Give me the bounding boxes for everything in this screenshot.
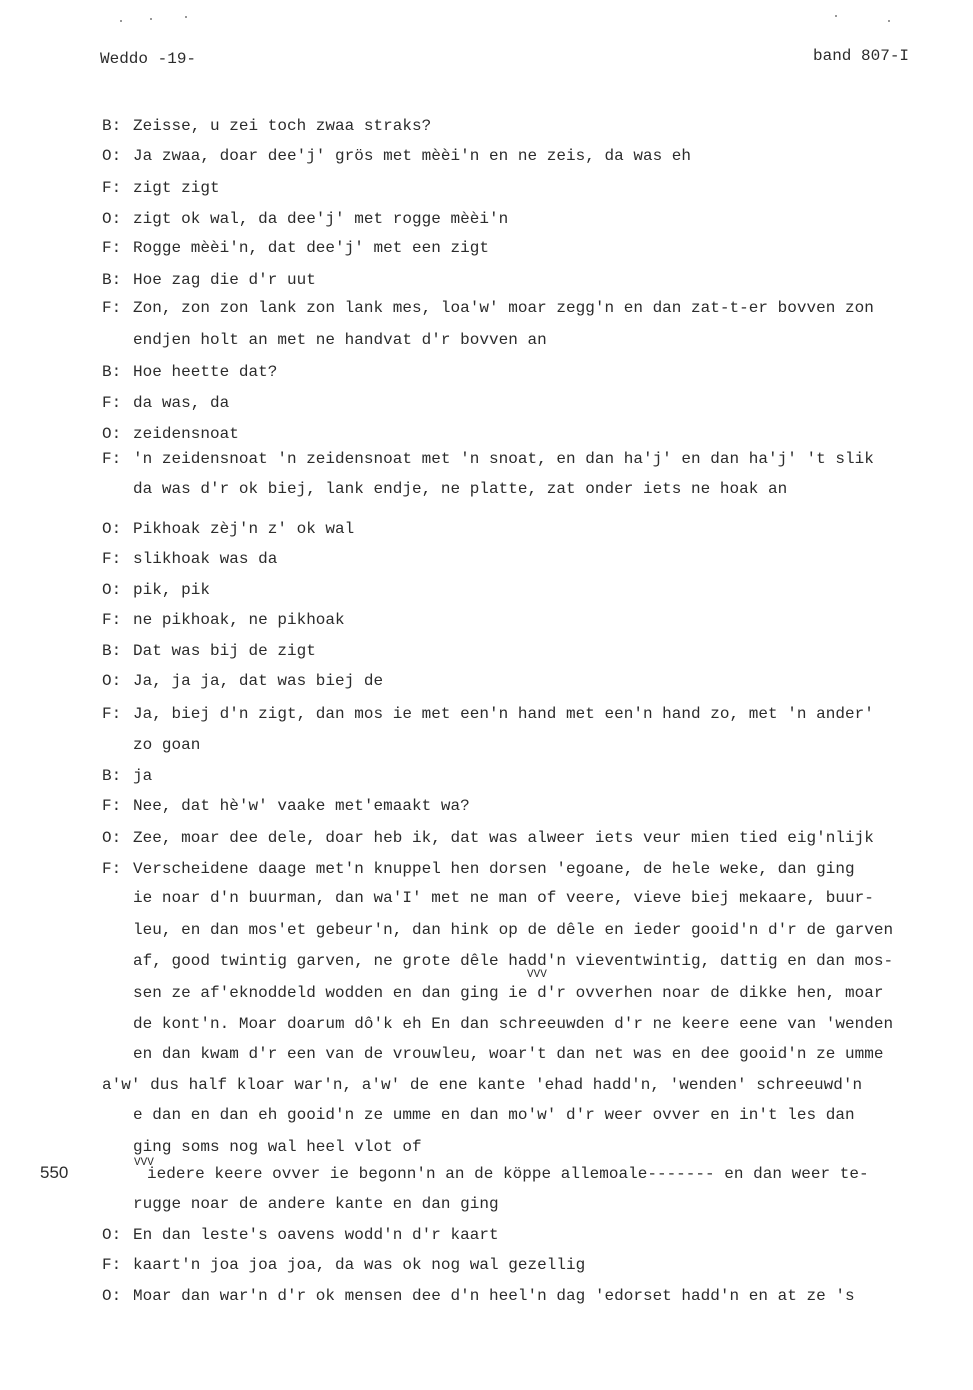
speaker-label: B: [102, 271, 122, 289]
transcript-line [133, 736, 200, 754]
line-text: Ja, ja ja, dat was biej de [133, 672, 384, 690]
transcript-line [133, 952, 893, 970]
transcript-line [102, 271, 316, 289]
line-text: endjen holt an met ne handvat d'r bovven an [133, 331, 547, 349]
line-text: zo goan [133, 736, 201, 754]
line-text: Hoe heette dat? [133, 363, 278, 381]
speaker-label: O: [102, 829, 122, 847]
speaker-label: F: [102, 450, 122, 468]
speaker-label: F: [102, 179, 122, 197]
speaker-label: F: [102, 797, 122, 815]
line-text: kaart'n joa joa joa, da was ok nog wal gezellig [133, 1256, 586, 1274]
transcript-line [102, 147, 691, 165]
line-text: ging soms nog wal heel vlot of [133, 1138, 422, 1156]
margin-line-number: 550 [40, 1163, 69, 1182]
line-text: ja [133, 767, 153, 785]
line-text: pik, pik [133, 581, 210, 599]
line-text: da was d'r ok biej, lank endje, ne platte, zat onder iets ne hoak an [133, 480, 788, 498]
scan-speck [888, 20, 890, 22]
speaker-label: O: [102, 581, 122, 599]
speaker-label: B: [102, 642, 122, 660]
transcript-line [102, 797, 470, 815]
transcript-line [102, 239, 489, 257]
scan-speck [120, 20, 122, 22]
line-text: En dan leste's oavens wodd'n d'r kaart [133, 1226, 499, 1244]
speaker-label: O: [102, 1226, 122, 1244]
transcript-line [102, 860, 855, 878]
line-text: zigt ok wal, da dee'j' met rogge mèèi'n [133, 210, 509, 228]
transcript-line [102, 520, 354, 538]
speaker-label: F: [102, 860, 122, 878]
transcript-line [102, 179, 220, 197]
transcript-line [102, 1076, 862, 1094]
vvv-mark-2: VVV [134, 1157, 154, 1169]
speaker-label: F: [102, 611, 122, 629]
line-text: rugge noar de andere kante en dan ging [133, 1195, 499, 1213]
line-text: Moar dan war'n d'r ok mensen dee d'n heel'n dag 'edorset hadd'n en at ze 's [133, 1287, 855, 1305]
line-text: Zeisse, u zei toch zwaa straks? [133, 117, 432, 135]
line-text: Zee, moar dee dele, doar heb ik, dat was alweer iets veur mien tied eig'nlijk [133, 829, 874, 847]
line-text: leu, en dan mos'et gebeur'n, dan hink op de dêle en ieder gooid'n d'r de garven [133, 921, 894, 939]
scan-speck [835, 15, 837, 17]
speaker-label: F: [102, 299, 122, 317]
transcript-line [102, 642, 316, 660]
speaker-label: F: [102, 239, 122, 257]
transcript-line [133, 1165, 869, 1183]
line-text: Pikhoak zèj'n z' ok wal [133, 520, 355, 538]
speaker-label: F: [102, 550, 122, 568]
scan-speck [150, 18, 152, 20]
transcript-line [102, 829, 874, 847]
page-header-left: Weddo -19- [100, 50, 197, 68]
transcript-line [133, 1015, 893, 1033]
transcript-line [102, 672, 383, 690]
line-text: a'w' dus half kloar war'n, a'w' de ene kante 'ehad hadd'n, 'wenden' schreeuwd'n [102, 1076, 863, 1094]
transcript-line [133, 1106, 855, 1124]
transcript-line [102, 550, 277, 568]
transcript-line [102, 210, 508, 228]
transcript-line [102, 299, 874, 317]
line-text: af, good twintig garven, ne grote dêle hadd'n vieventwintig, dattig en dan mos- [133, 952, 894, 970]
line-text: zeidensnoat [133, 425, 239, 443]
speaker-label: O: [102, 1287, 122, 1305]
vvv-mark-1: VVV [527, 969, 547, 981]
transcript-line [133, 889, 874, 907]
speaker-label: O: [102, 425, 122, 443]
transcript-line [133, 984, 883, 1002]
line-text: Ja zwaa, doar dee'j' grös met mèèi'n en ne zeis, da was eh [133, 147, 692, 165]
line-text: slikhoak was da [133, 550, 278, 568]
line-text: Verscheidene daage met'n knuppel hen dorsen 'egoane, de hele weke, dan ging [133, 860, 855, 878]
transcript-line [133, 1195, 499, 1213]
transcript-line [133, 480, 787, 498]
speaker-label: O: [102, 520, 122, 538]
transcript-line [102, 450, 874, 468]
scan-speck [185, 16, 187, 18]
transcript-line [102, 1226, 499, 1244]
transcript-line [133, 921, 893, 939]
line-text: Rogge mèèi'n, dat dee'j' met een zigt [133, 239, 489, 257]
line-text: ne pikhoak, ne pikhoak [133, 611, 345, 629]
transcript-line [133, 331, 547, 349]
speaker-label: F: [102, 394, 122, 412]
transcript-line [133, 1138, 422, 1156]
speaker-label: O: [102, 672, 122, 690]
line-text: 'n zeidensnoat 'n zeidensnoat met 'n snoat, en dan ha'j' en dan ha'j' 't slik [133, 450, 874, 468]
line-text: sen ze af'eknoddeld wodden en dan ging ie d'r ovverhen noar de dikke hen, moar [133, 984, 884, 1002]
line-text: Nee, dat hè'w' vaake met'emaakt wa? [133, 797, 470, 815]
speaker-label: O: [102, 147, 122, 165]
transcript-line [102, 581, 210, 599]
speaker-label: B: [102, 117, 122, 135]
line-text: da was, da [133, 394, 230, 412]
transcript-line [102, 1256, 585, 1274]
line-text: de kont'n. Moar doarum dô'k eh En dan schreeuwden d'r ne keere eene van 'wenden [133, 1015, 894, 1033]
transcript-line [102, 363, 277, 381]
speaker-label: F: [102, 705, 122, 723]
line-text: Hoe zag die d'r uut [133, 271, 316, 289]
transcript-line [102, 425, 239, 443]
speaker-label: B: [102, 767, 122, 785]
line-text: Zon, zon zon lank zon lank mes, loa'w' moar zegg'n en dan zat-t-er bovven zon [133, 299, 874, 317]
page-header-right: band 807-I [813, 47, 910, 65]
line-text: zigt zigt [133, 179, 220, 197]
line-text: e dan en dan eh gooid'n ze umme en dan mo'w' d'r weer ovver en in't les dan [133, 1106, 855, 1124]
line-text: en dan kwam d'r een van de vrouwleu, woar't dan net was en dee gooid'n ze umme [133, 1045, 884, 1063]
transcript-line [102, 394, 229, 412]
line-text: Dat was bij de zigt [133, 642, 316, 660]
speaker-label: O: [102, 210, 122, 228]
speaker-label: F: [102, 1256, 122, 1274]
transcript-line [102, 611, 345, 629]
line-text: ie noar d'n buurman, dan wa'I' met ne man of veere, vieve biej mekaare, buur- [133, 889, 874, 907]
speaker-label: B: [102, 363, 122, 381]
transcript-line [102, 1287, 855, 1305]
transcript-line [102, 705, 874, 723]
transcript-line [102, 767, 152, 785]
transcript-line [102, 117, 431, 135]
line-text: Ja, biej d'n zigt, dan mos ie met een'n hand met een'n hand zo, met 'n ander' [133, 705, 874, 723]
transcript-line [133, 1045, 883, 1063]
line-text: iedere keere ovver ie begonn'n an de köppe allemoale------- en dan weer te- [147, 1165, 869, 1183]
